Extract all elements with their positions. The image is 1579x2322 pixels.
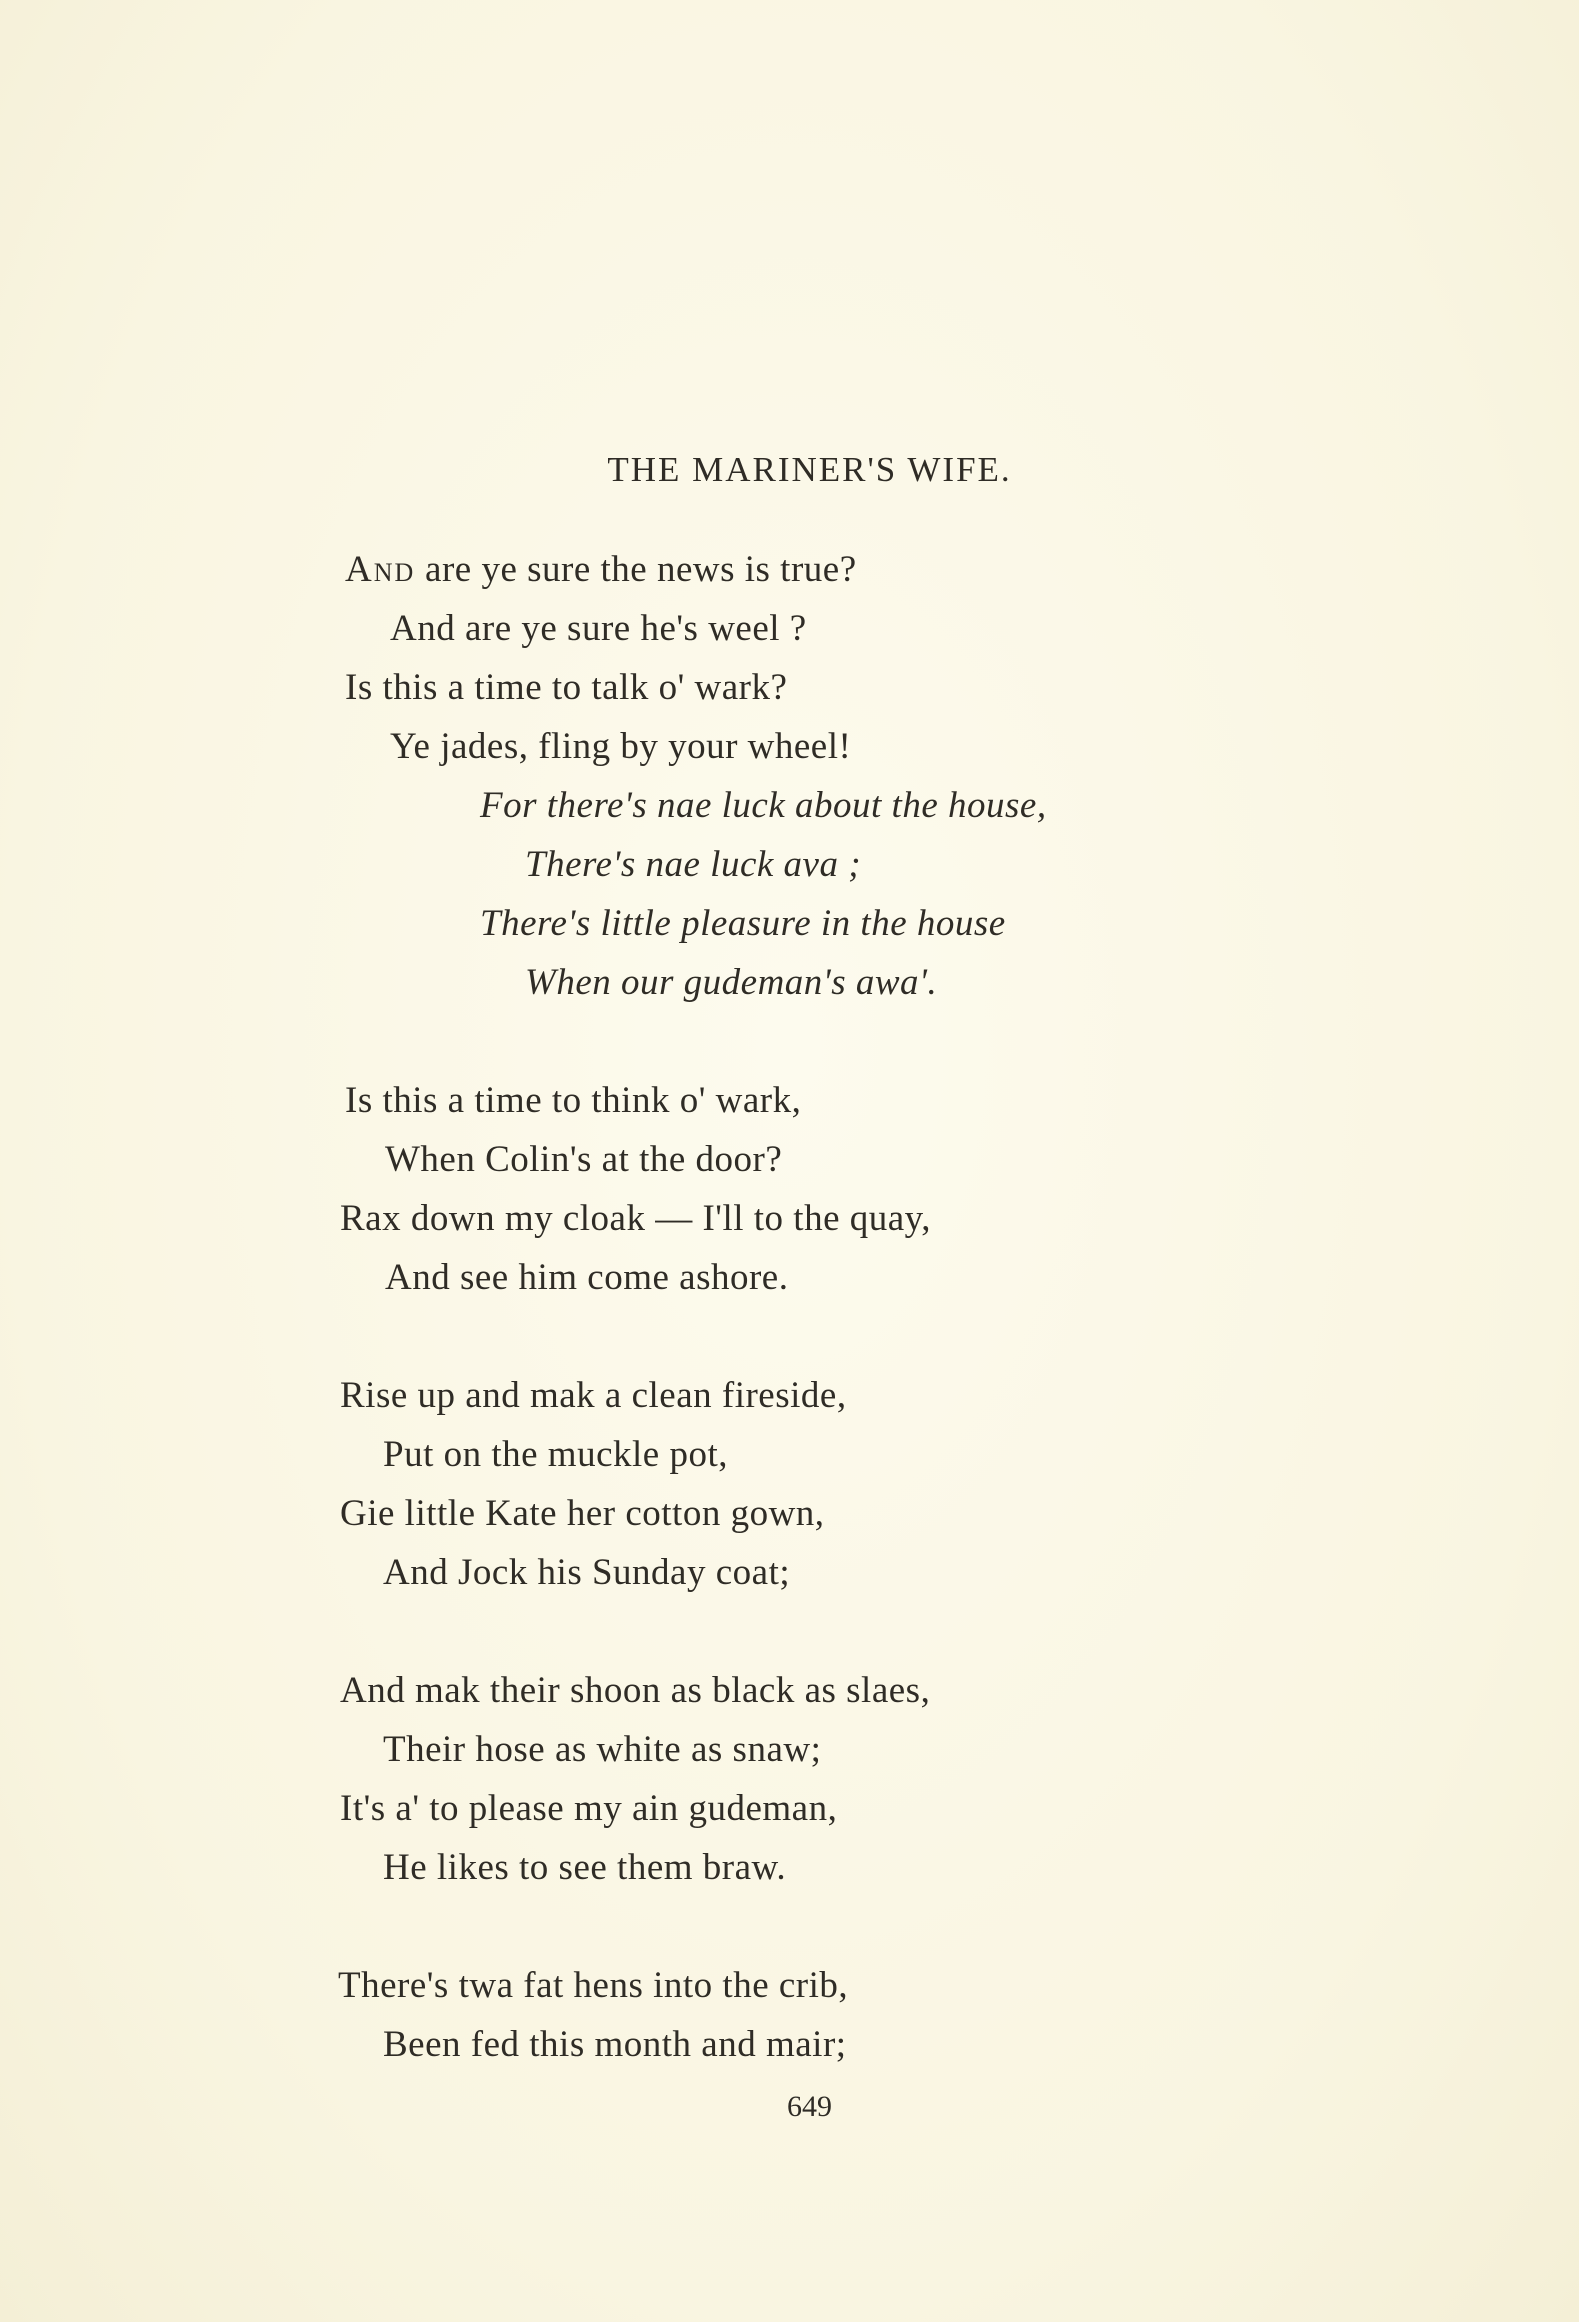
- stanza-4-line-4: He likes to see them braw.: [383, 1847, 787, 1888]
- refrain-line-4: When our gudeman's awa'.: [525, 962, 938, 1003]
- stanza-3-line-2: Put on the muckle pot,: [383, 1434, 728, 1475]
- refrain-line-3: There's little pleasure in the house: [480, 903, 1006, 944]
- stanza-1-line-1: [345, 548, 857, 591]
- stanza-2-line-2: When Colin's at the door?: [385, 1139, 783, 1180]
- stanza-1-line-1-rest: are ye sure the news is true?: [415, 549, 857, 590]
- stanza-2-line-4: And see him come ashore.: [385, 1257, 789, 1298]
- refrain-line-1: For there's nae luck about the house,: [480, 785, 1047, 826]
- stanza-1-line-2: And are ye sure he's weel ?: [390, 608, 807, 649]
- stanza-4-line-1: And mak their shoon as black as slaes,: [340, 1670, 931, 1711]
- stanza-1-line-3: Is this a time to talk o' wark?: [345, 667, 788, 708]
- stanza-1-line-4: Ye jades, fling by your wheel!: [390, 726, 852, 767]
- stanza-3-line-4: And Jock his Sunday coat;: [383, 1552, 791, 1593]
- page-number: 649: [787, 2090, 832, 2123]
- stanza-5-line-2: Been fed this month and mair;: [383, 2024, 847, 2065]
- refrain-line-2: There's nae luck ava ;: [525, 844, 862, 885]
- stanza-5-line-1: There's twa fat hens into the crib,: [338, 1965, 849, 2006]
- poem-title: THE MARINER'S WIFE.: [607, 450, 1012, 489]
- drop-cap-word: And: [345, 549, 416, 590]
- stanza-3-line-3: Gie little Kate her cotton gown,: [340, 1493, 825, 1534]
- stanza-4-line-3: It's a' to please my ain gudeman,: [340, 1788, 838, 1829]
- stanza-4-line-2: Their hose as white as snaw;: [383, 1729, 822, 1770]
- stanza-3-line-1: Rise up and mak a clean fireside,: [340, 1375, 847, 1416]
- stanza-2-line-3: Rax down my cloak — I'll to the quay,: [340, 1198, 932, 1239]
- stanza-2-line-1: Is this a time to think o' wark,: [345, 1080, 802, 1121]
